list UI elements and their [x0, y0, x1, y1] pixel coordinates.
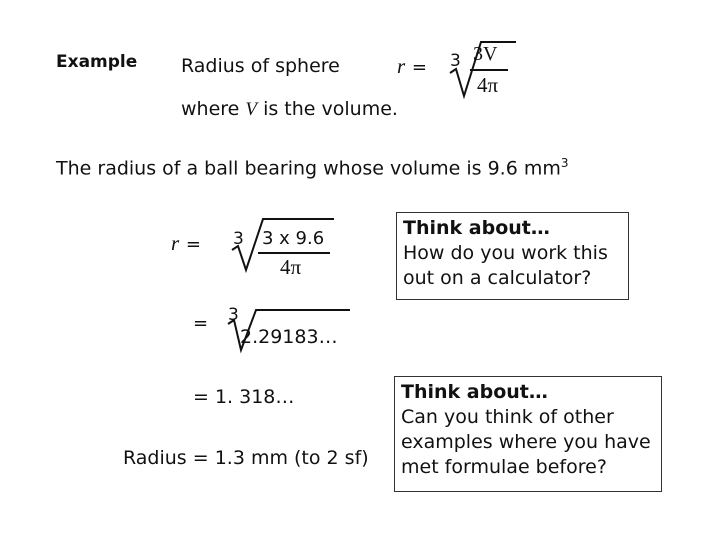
where-var: V: [245, 99, 258, 120]
think-box-formulae: [394, 376, 662, 492]
think-box-2-line-3: met formulae before?: [401, 456, 607, 478]
think-box-1-line-1: How do you work this: [403, 242, 608, 264]
where-prefix: where: [181, 98, 240, 120]
formula-numerator: 3V: [473, 43, 498, 65]
step3-result: = 1. 318…: [193, 386, 295, 408]
think-box-2-line-1: Can you think of other: [401, 406, 614, 428]
formula-root-index: 3: [450, 51, 461, 71]
answer-line: Radius = 1.3 mm (to 2 sf): [123, 447, 369, 469]
step1-lhs: [171, 231, 201, 256]
example-label: Example: [56, 52, 138, 72]
where-suffix: is the volume.: [263, 98, 398, 120]
formula-fraction-bar: [470, 69, 508, 71]
formula-var-r: r: [397, 54, 406, 78]
problem-statement: [56, 156, 569, 179]
think-box-2-heading: Think about…: [401, 381, 548, 403]
step1-equals: =: [185, 234, 201, 255]
think-box-1-heading: Think about…: [403, 217, 550, 239]
think-box-calculator: [396, 212, 629, 300]
step2-radicand: 2.29183…: [240, 326, 338, 348]
formula-description: Radius of sphere: [181, 55, 340, 77]
step1-fraction-bar: [258, 252, 330, 254]
think-box-1-line-2: out on a calculator?: [403, 267, 592, 289]
step1-var-r: r: [171, 231, 180, 255]
where-line: [181, 98, 398, 121]
step1-denominator: 4π: [280, 255, 302, 279]
problem-text: The radius of a ball bearing whose volume is 9.6 mm: [56, 157, 561, 180]
formula-denominator: 4π: [477, 73, 499, 97]
problem-superscript: 3: [560, 156, 569, 170]
formula-lhs: [397, 54, 427, 79]
think-box-2-line-2: examples where you have: [401, 431, 651, 453]
step2-equals: =: [193, 313, 209, 334]
formula-equals: =: [411, 57, 427, 78]
step2-root-index: 3: [228, 305, 239, 325]
step1-root-index: 3: [233, 229, 244, 249]
step1-numerator: 3 x 9.6: [262, 228, 325, 249]
